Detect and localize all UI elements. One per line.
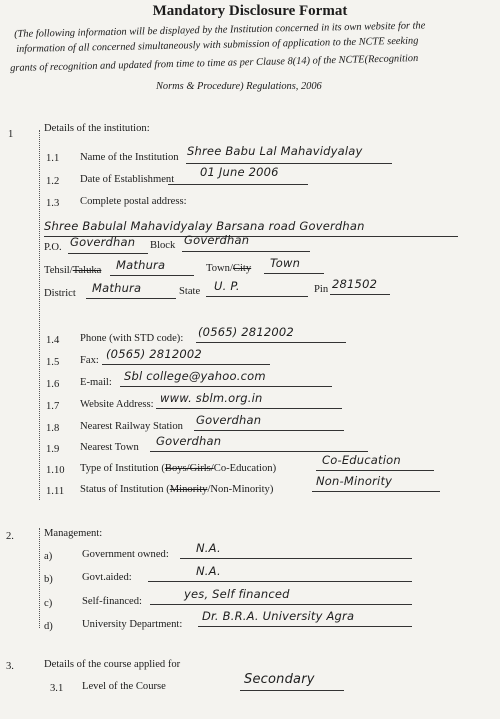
course-level-value: Secondary [244, 672, 315, 687]
website-label: Website Address: [80, 399, 154, 410]
nearest-town-label: Nearest Town [80, 442, 139, 453]
underline [102, 364, 270, 365]
item-number: 1.3 [46, 198, 60, 209]
govt-aided-label: Govt.aided: [82, 572, 132, 583]
item-number: 3.1 [50, 683, 64, 694]
institution-type-label: Type of Institution (Boys/Girls/Co-Education) [80, 463, 277, 474]
pin-value: 281502 [332, 277, 378, 291]
underline [150, 451, 368, 452]
tehsil-value: Mathura [116, 258, 166, 272]
university-dept-label: University Department: [82, 619, 183, 630]
block-label: Block [150, 240, 176, 251]
institution-name-value: Shree Babu Lal Mahavidyalay [187, 144, 363, 158]
underline [240, 690, 344, 691]
address-value: Shree Babulal Mahavidyalay Barsana road Goverdhan [44, 219, 365, 233]
district-value: Mathura [92, 281, 142, 295]
establishment-label: Date of Establishment [80, 174, 175, 185]
govt-aided-value: N.A. [196, 564, 221, 578]
fax-label: Fax: [80, 355, 99, 366]
state-label: State [179, 286, 201, 297]
intro-line-2: information of all concerned simultaneously with submission of application to the NCTE seeking [16, 35, 419, 55]
town-value: Town [270, 256, 301, 270]
intro-line-4: Norms & Procedure) Regulations, 2006 [156, 81, 322, 92]
address-label: Complete postal address: [80, 196, 187, 207]
underline [194, 430, 344, 431]
institution-status-value: Non-Minority [316, 474, 393, 488]
pin-label: Pin [314, 284, 329, 295]
underline [330, 294, 390, 295]
tehsil-label: Tehsil/Taluka [44, 265, 102, 276]
underline [312, 491, 440, 492]
section-1-heading: Details of the institution: [44, 123, 150, 134]
underline [68, 253, 148, 254]
establishment-value: 01 June 2006 [200, 165, 279, 179]
underline [180, 558, 412, 559]
intro-line-3: grants of recognition and updated from time to time as per Clause 8(14) of the NCTE(Recognition [10, 53, 419, 74]
underline [182, 251, 310, 252]
institution-type-value: Co-Education [322, 453, 401, 467]
item-number: 1.6 [46, 379, 60, 390]
self-financed-value: yes, Self financed [184, 587, 290, 601]
underline [186, 163, 392, 164]
item-number: 1.2 [46, 176, 60, 187]
section-2-heading: Management: [44, 528, 103, 539]
nearest-town-value: Goverdhan [156, 434, 222, 448]
item-number: 1.9 [46, 444, 60, 455]
phone-value: (0565) 2812002 [198, 325, 294, 339]
phone-label: Phone (with STD code): [80, 333, 184, 344]
item-number: 1.10 [46, 465, 65, 476]
margin-dotted-rule [39, 130, 40, 500]
item-number: 1.1 [46, 153, 60, 164]
block-value: Goverdhan [184, 233, 250, 247]
university-dept-value: Dr. B.R.A. University Agra [202, 609, 355, 623]
underline [316, 470, 434, 471]
item-number: 1.7 [46, 401, 60, 412]
railway-label: Nearest Railway Station [80, 421, 183, 432]
website-value: www. sblm.org.in [160, 391, 263, 405]
govt-owned-value: N.A. [196, 541, 221, 555]
section-2-number: 2. [6, 531, 14, 542]
underline [120, 386, 332, 387]
management-letter: c) [44, 598, 53, 609]
state-value: U. P. [214, 279, 240, 293]
govt-owned-label: Government owned: [82, 549, 169, 560]
form-title: Mandatory Disclosure Format [152, 3, 348, 19]
underline [110, 275, 194, 276]
section-3-heading: Details of the course applied for [44, 659, 181, 670]
underline [264, 273, 324, 274]
underline [168, 184, 308, 185]
underline [86, 298, 176, 299]
self-financed-label: Self-financed: [82, 596, 143, 607]
item-number: 1.4 [46, 335, 60, 346]
underline [150, 604, 412, 605]
management-letter: b) [44, 574, 53, 585]
institution-name-label: Name of the Institution [80, 152, 179, 163]
underline [196, 342, 346, 343]
management-letter: d) [44, 621, 53, 632]
po-label: P.O. [44, 242, 62, 253]
section-3-number: 3. [6, 661, 14, 672]
underline [148, 581, 412, 582]
section-1-number: 1 [8, 129, 14, 140]
po-value: Goverdhan [70, 235, 136, 249]
institution-status-label: Status of Institution (Minority/Non-Minority) [80, 484, 274, 495]
item-number: 1.8 [46, 423, 60, 434]
fax-value: (0565) 2812002 [106, 347, 202, 361]
underline [156, 408, 342, 409]
item-number: 1.5 [46, 357, 60, 368]
district-label: District [44, 288, 76, 299]
item-number: 1.11 [46, 486, 65, 497]
underline [198, 626, 412, 627]
email-value: Sbl college@yahoo.com [124, 369, 266, 383]
email-label: E-mail: [80, 377, 112, 388]
intro-line-1: (The following information will be displayed by the Institution concerned in its own website for the [14, 20, 426, 40]
margin-dotted-rule [39, 528, 40, 628]
railway-value: Goverdhan [196, 413, 262, 427]
underline [206, 296, 308, 297]
town-label: Town/City [206, 263, 252, 274]
course-level-label: Level of the Course [82, 681, 166, 692]
management-letter: a) [44, 551, 53, 562]
